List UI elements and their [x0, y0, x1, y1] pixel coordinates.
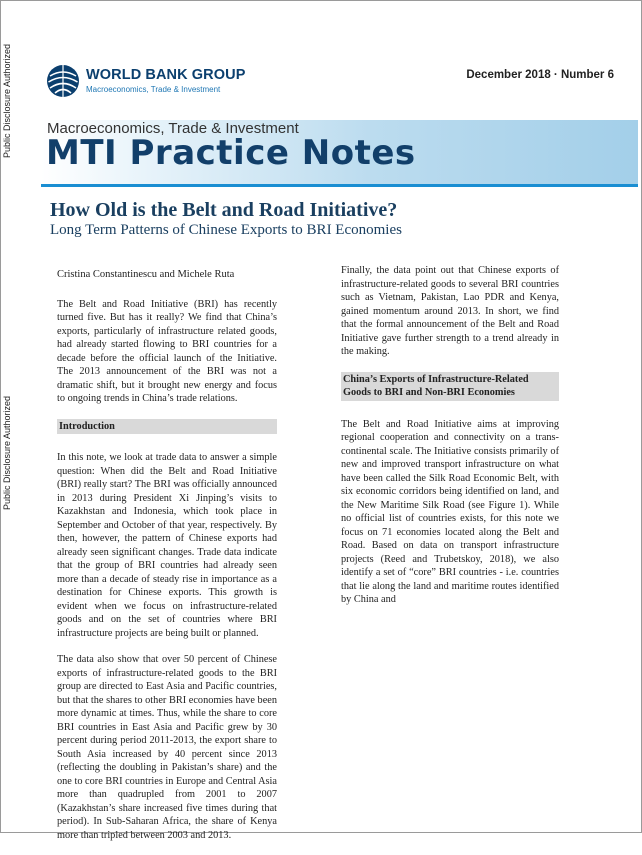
banner-kicker: Macroeconomics, Trade & Investment	[47, 120, 299, 137]
disclosure-label: Public Disclosure Authorized	[2, 395, 12, 510]
org-name: WORLD BANK GROUP	[86, 67, 246, 83]
disclosure-label: Public Disclosure Authorized	[2, 43, 12, 158]
org-subtitle: Macroeconomics, Trade & Investment	[86, 85, 221, 94]
banner-divider	[41, 184, 638, 187]
right-column	[341, 264, 559, 620]
article-title: How Old is the Belt and Road Initiative?	[50, 199, 398, 221]
body-paragraph: The Belt and Road Initiative aims at improving regional cooperation and connectivity on a trans-continental scale. The Initiative consists primarily of new and improved transport infrastructure on what have been called the Silk Road Economic Belt, with six economic corridors being identified on land, and the New Maritime Silk Road (see Figure 1). While no official list of countries exists, for this note we focus on 71 economies located along the Belt and Road. Based on data on transport infrastructure projects (Reed and Trubetskoy, 2018), we also identify a set of “core” BRI countries - i.e. countries that lie along the land and maritime routes identified by China and	[341, 418, 559, 605]
world-bank-globe-icon	[46, 64, 80, 98]
issue-date: December 2018 · Number 6	[466, 69, 614, 81]
abstract-paragraph: The Belt and Road Initiative (BRI) has recently turned five. But has it really? We find that China’s exports, particularly of infrastructure related goods, had already started flowing to BRI countries for a decade before the official launch of the Initiative. The 2013 announcement of the BRI was not a dramatic shift, but it brought new energy and focus to ongoing trends in China’s trade relations.	[57, 298, 277, 404]
authors: Cristina Constantinescu and Michele Ruta	[57, 269, 235, 280]
body-paragraph: In this note, we look at trade data to answer a simple question: When did the Belt and Road Initiative (BRI) really start? The BRI was officially announced in 2013 during President Xi Jinping’s visits to Kazakhstan and Indonesia, which took place in September and October of that year, respectively. By then, however, the pattern of Chinese exports had already seen significant changes. Trade data indicate that the group of BRI countries had already seen more than a decade of steady rise in importance as a destination for Chinese exports. This growth is evident when we focus on infrastructure-related goods and on the set of countries where BRI infrastructure projects are being built or planned.	[57, 452, 277, 639]
banner-title: MTI Practice Notes	[46, 133, 416, 173]
section-heading: China’s Exports of Infrastructure-Related Goods to BRI and Non-BRI Economies	[341, 372, 559, 401]
left-column	[57, 268, 277, 855]
body-paragraph: The data also show that over 50 percent of Chinese exports of infrastructure-related goods to the BRI group are directed to East Asia and Pacific countries, but that the shares to other BRI economies have been more dynamic at times. Thus, while the share to core BRI countries in East Asia and Pacific grew by 30 percent during period 2011-2013, the export share to South Asia increased by 40 percent since 2013 (reflecting the doubling in Pakistan’s share) and the one to core BRI countries in Europe and Central Asia more than quadrupled from 2001 to 2007 (Kazakhstan’s share increased five times during that period). In Sub-Saharan Africa, the share of Kenya more than tripled between 2003 and 2013.	[57, 654, 277, 841]
article-subtitle: Long Term Patterns of Chinese Exports to BRI Economies	[50, 222, 402, 238]
section-heading: Introduction	[57, 419, 277, 435]
body-paragraph: Finally, the data point out that Chinese exports of infrastructure-related goods to several BRI countries such as Vietnam, Pakistan, Lao PDR and Kenya, gained momentum around 2013. In short, we find that the formal announcement of the Belt and Road Initiative gave further strength to a trend already in the making.	[341, 265, 559, 357]
